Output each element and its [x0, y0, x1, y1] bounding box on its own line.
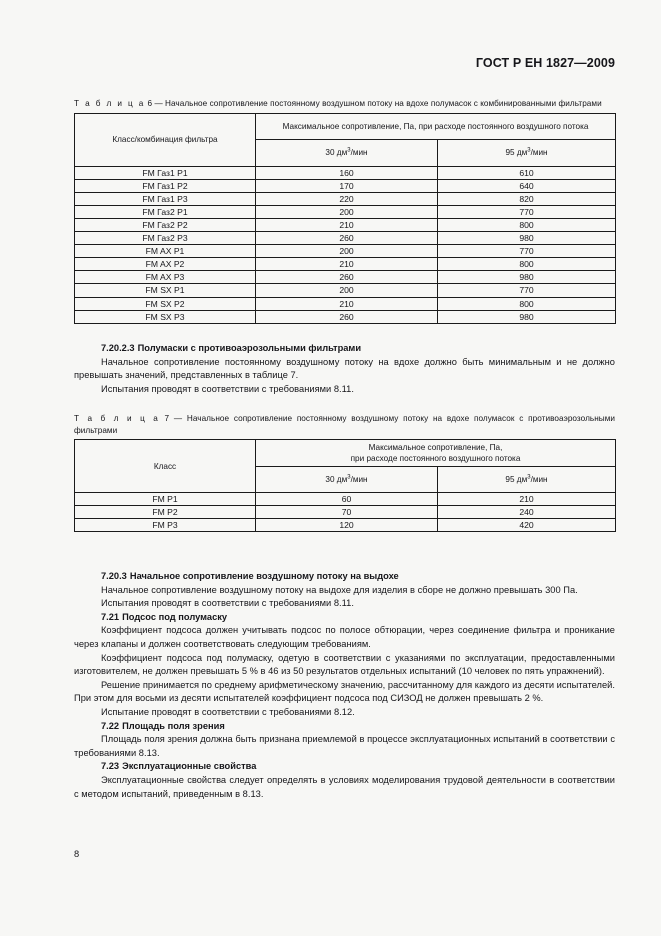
table7-header-class: Класс — [75, 440, 256, 493]
table7-header-row-1 — [75, 440, 616, 467]
table-cell-flow-95: 980 — [438, 232, 616, 245]
table-cell-class: FM Газ2 Р3 — [75, 232, 256, 245]
table7-header-flow-30-tail: /мин — [350, 474, 368, 484]
table-cell-flow-30: 60 — [256, 493, 438, 506]
table-cell-class: FM P1 — [75, 493, 256, 506]
table-cell-flow-30: 210 — [256, 258, 438, 271]
table-cell-flow-95: 240 — [438, 506, 616, 519]
table7-header-flow-30-value: 30 дм — [325, 474, 348, 484]
table-cell-class: FM Газ2 Р2 — [75, 218, 256, 231]
sections-block — [74, 570, 615, 801]
section-7-23-para-1: Эксплуатационные свойства следует определять в условиях моделирования трудовой деятельности в соответствии с методом испытаний, приведенным в 8.13. — [74, 774, 615, 799]
table-cell-class: FM AX P2 — [75, 258, 256, 271]
section-7-22-para-1: Площадь поля зрения должна быть признана приемлемой в процессе эксплуатационных испытаний в соответствии с требованиями 8.13. — [74, 734, 615, 758]
table7-caption-text: — Начальное сопротивление постоянному воздушному потоку на вдохе полумасок с противоаэрозольными фильтрами — [74, 414, 616, 435]
table-cell-flow-30: 160 — [256, 166, 438, 179]
table7-header-flow-30 — [256, 466, 438, 493]
table7-header-flow-95 — [438, 466, 616, 493]
table7-header-flow-30-sup: 3 — [347, 474, 351, 481]
table-row — [75, 271, 616, 284]
table6-caption-label: Т а б л и ц а — [74, 99, 146, 108]
section-7-21-title: Подсос под полумаску — [122, 611, 228, 622]
table-cell-class: FM Газ1 Р3 — [75, 192, 256, 205]
section-7-20-2-3-para-1: Начальное сопротивление постоянному воздушному потоку на вдохе должно быть минимальным и не должно превышать значений, представленных в таблице 7. — [74, 356, 615, 381]
table-cell-class: FM SX P2 — [75, 297, 256, 310]
table6-caption — [74, 98, 615, 110]
table6-header-flow-95-tail: /мин — [530, 148, 548, 158]
running-header: ГОСТ Р ЕН 1827—2009 — [475, 56, 615, 70]
table-row — [75, 493, 616, 506]
table7-header-span — [256, 440, 616, 467]
table6-header-flow-95-sup: 3 — [527, 147, 531, 154]
table-row — [75, 245, 616, 258]
table-row — [75, 519, 616, 532]
table-cell-flow-95: 800 — [438, 258, 616, 271]
table-row — [75, 192, 616, 205]
table6-body — [75, 166, 616, 323]
table-cell-flow-95: 770 — [438, 205, 616, 218]
section-7-20-2-3-title: Полумаски с противоаэрозольными фильтрами — [137, 343, 362, 353]
table7-header-span-line1: Максимальное сопротивление, Па, — [368, 442, 503, 452]
table-cell-flow-30: 220 — [256, 192, 438, 205]
table-cell-flow-30: 210 — [256, 297, 438, 310]
table6-caption-text: — Начальное сопротивление постоянному воздушном потоку на вдохе полумасок с комбинированными фильтрами — [154, 99, 602, 108]
table-cell-class: FM AX P3 — [75, 271, 256, 284]
table6-header-flow-95-value: 95 дм — [505, 148, 528, 158]
section-7-20-2-3-heading — [74, 342, 615, 356]
section-7-23-number: 7.23 — [101, 761, 120, 772]
table-row — [75, 205, 616, 218]
table6-header-flow-30-sup: 3 — [347, 147, 351, 154]
section-7-23-heading — [74, 760, 615, 774]
section-7-20-2-3-number: 7.20.2.3 — [101, 343, 135, 353]
table6-header-row-1 — [75, 113, 616, 140]
table-row — [75, 297, 616, 310]
table-row — [75, 166, 616, 179]
section-7-20-3-para-2: Испытания проводят в соответствии с требованиями 8.11. — [101, 598, 354, 609]
table6-header-flow-30 — [256, 140, 438, 167]
table7-caption-label: Т а б л и ц а — [74, 414, 160, 423]
table-row — [75, 310, 616, 323]
table-cell-class: FM Газ1 Р1 — [75, 166, 256, 179]
section-7-22-title: Площадь поля зрения — [122, 720, 225, 731]
table-cell-flow-95: 800 — [438, 297, 616, 310]
table7-caption-number: 7 — [164, 414, 170, 423]
section-7-20-2-3 — [74, 342, 615, 396]
table-cell-flow-95: 820 — [438, 192, 616, 205]
table-cell-flow-30: 260 — [256, 232, 438, 245]
table7-header-span-line2: при расходе постоянного воздушного потока — [350, 453, 521, 463]
table-cell-flow-30: 260 — [256, 271, 438, 284]
table6-block — [74, 98, 615, 324]
table7-block — [74, 413, 615, 532]
section-7-21-para-3: Решение принимается по среднему арифметическому значению, рассчитанному для каждого из десяти испытателей. При этом для восьми из десяти испытателей коэффициент подсоса под СИЗОД не должен превышать 2 %. — [74, 679, 615, 704]
table-cell-flow-30: 170 — [256, 179, 438, 192]
table-cell-flow-30: 120 — [256, 519, 438, 532]
table7 — [74, 439, 616, 532]
table-row — [75, 258, 616, 271]
table-cell-flow-95: 610 — [438, 166, 616, 179]
table-cell-flow-95: 770 — [438, 245, 616, 258]
table-cell-flow-95: 640 — [438, 179, 616, 192]
table-cell-class: FM P3 — [75, 519, 256, 532]
table6-header-flow-95 — [438, 140, 616, 167]
table6 — [74, 113, 616, 324]
table-cell-flow-30: 200 — [256, 284, 438, 297]
table-row — [75, 179, 616, 192]
table7-header-flow-95-sup: 3 — [527, 474, 531, 481]
table7-body — [75, 493, 616, 532]
table6-header-flow-30-tail: /мин — [350, 148, 368, 158]
table-row — [75, 284, 616, 297]
table-row — [75, 218, 616, 231]
section-7-21-para-2: Коэффициент подсоса под полумаску, одетую в соответствии с указаниями по эксплуатации, предоставленными изготовителем, не должен превышать 5 % в 46 из 50 результатов отдельных испытаний (10 человек по пять упражнений). — [74, 652, 615, 677]
table-cell-flow-95: 800 — [438, 218, 616, 231]
table-cell-flow-30: 260 — [256, 310, 438, 323]
table-cell-class: FM Газ2 Р1 — [75, 205, 256, 218]
table-cell-class: FM SX P3 — [75, 310, 256, 323]
section-7-20-3-title: Начальное сопротивление воздушному потоку на выдохе — [129, 571, 399, 581]
section-7-21-number: 7.21 — [101, 611, 120, 622]
table-cell-flow-95: 210 — [438, 493, 616, 506]
table6-header-span: Максимальное сопротивление, Па, при расходе постоянного воздушного потока — [256, 113, 616, 140]
table-cell-flow-30: 70 — [256, 506, 438, 519]
section-7-21-para-4: Испытание проводят в соответствии с требованиями 8.12. — [101, 706, 355, 717]
table7-header-flow-95-value: 95 дм — [505, 474, 528, 484]
table6-caption-number: 6 — [147, 99, 153, 108]
section-7-20-2-3-para-2: Испытания проводят в соответствии с требованиями 8.11. — [101, 383, 354, 394]
table-row — [75, 506, 616, 519]
table-row — [75, 232, 616, 245]
table7-header-flow-95-tail: /мин — [530, 474, 548, 484]
table-cell-class: FM Газ1 Р2 — [75, 179, 256, 192]
section-7-22-number: 7.22 — [101, 720, 120, 731]
table-cell-flow-30: 200 — [256, 245, 438, 258]
section-7-22-heading — [74, 720, 615, 734]
table-cell-flow-95: 980 — [438, 310, 616, 323]
table7-caption — [74, 413, 615, 436]
table-cell-flow-30: 210 — [256, 218, 438, 231]
section-7-23-title: Эксплуатационные свойства — [122, 761, 257, 772]
page-number: 8 — [74, 849, 80, 859]
table-cell-class: FM P2 — [75, 506, 256, 519]
table-cell-class: FM AX P1 — [75, 245, 256, 258]
table-cell-class: FM SX P1 — [75, 284, 256, 297]
section-7-20-3-para-1: Начальное сопротивление воздушному потоку на выдохе для изделия в сборе не должно превышать 300 Па. — [101, 584, 578, 595]
table-cell-flow-95: 420 — [438, 519, 616, 532]
section-7-20-3-heading — [74, 570, 615, 584]
table6-header-class: Класс/комбинация фильтра — [75, 113, 256, 166]
section-7-21-heading — [74, 611, 615, 625]
section-7-21-para-1: Коэффициент подсоса должен учитывать подсос по полосе обтюрации, через соединение фильтра и проникание через клапаны и должен соответствовать следующим требованиям. — [74, 625, 615, 649]
table6-header-flow-30-value: 30 дм — [325, 148, 348, 158]
table-cell-flow-95: 770 — [438, 284, 616, 297]
table-cell-flow-30: 200 — [256, 205, 438, 218]
table-cell-flow-95: 980 — [438, 271, 616, 284]
section-7-20-3-number: 7.20.3 — [101, 571, 127, 581]
